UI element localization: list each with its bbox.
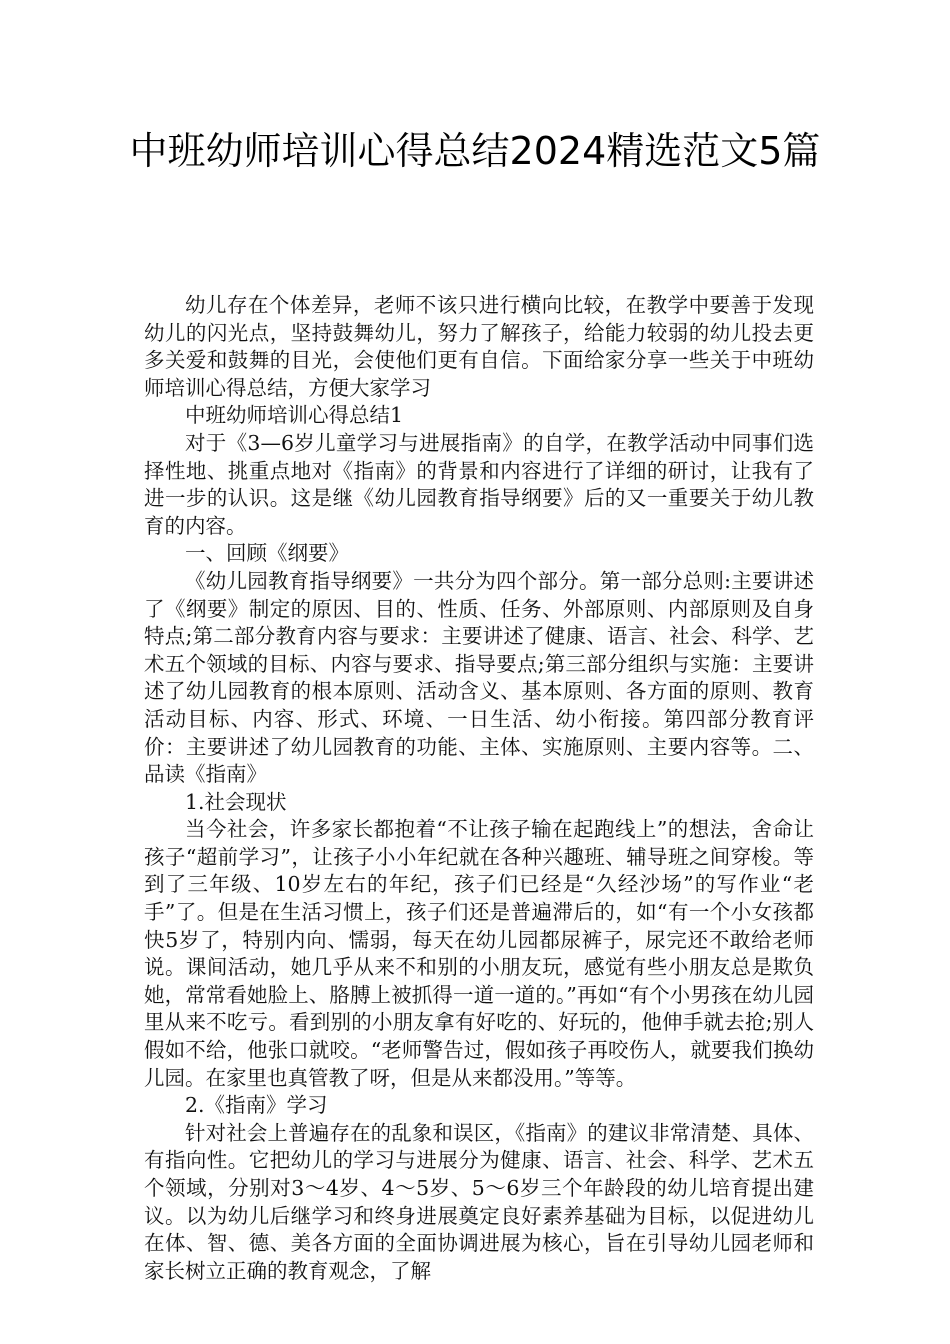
body-paragraph: 《幼儿园教育指导纲要》一共分为四个部分。第一部分总则:主要讲述了《纲要》制定的原因、目的、性质、任务、外部原则、内部原则及自身特点;第二部分教育内容与要求：主要讲述了健康、语言、社会、科学、艺术五个领域的目标、内容与要求、指导要点;第三部分组织与实施：主要讲述了幼儿园教育的根本原则、活动含义、基本原则、各方面的原则、教育活动目标、内容、形式、环境、一日生活、幼小衔接。第四部分教育评价：主要讲述了幼儿园教育的功能、主体、实施原则、主要内容等。二、品读《指南》	[144, 568, 814, 787]
document-title: 中班幼师培训心得总结2024精选范文5篇	[129, 129, 821, 173]
body-paragraph: 针对社会上普遍存在的乱象和误区，《指南》的建议非常清楚、具体、有指向性。它把幼儿的学习与进展分为健康、语言、社会、科学、艺术五个领域，分别对3～4岁、4～5岁、5～6岁三个年龄段的幼儿培育提出建议。以为幼儿后继学习和终身进展奠定良好素养基础为目标，以促进幼儿在体、智、德、美各方面的全面协调进展为核心，旨在引导幼儿园老师和家长树立正确的教育观念，了解	[144, 1120, 814, 1283]
document-body	[144, 292, 814, 1285]
subsection-heading: 一、回顾《纲要》	[185, 541, 349, 566]
body-paragraph: 当今社会，许多家长都抱着“不让孩子输在起跑线上”的想法，舍命让孩子“超前学习”，让孩子小小年纪就在各种兴趣班、辅导班之间穿梭。等到了三年级、10岁左右的年纪，孩子们已经是“久经沙场”的写作业“老手”了。但是在生活习惯上，孩子们还是普遍滞后的，如“有一个小女孩都快5岁了，特别内向、懦弱，每天在幼儿园都尿裤子，尿完还不敢给老师说。课间活动，她几乎从来不和别的小朋友玩，感觉有些小朋友总是欺负她，常常看她脸上、胳膊上被抓得一道一道的。”再如“有个小男孩在幼儿园里从来不吃亏。看到别的小朋友拿有好吃的、好玩的，他伸手就去抢;别人假如不给，他张口就咬。“老师警告过，假如孩子再咬伤人，就要我们换幼儿园。在家里也真管教了呀，但是从来都没用。”等等。	[144, 817, 814, 1090]
section-heading: 中班幼师培训心得总结1	[185, 403, 404, 428]
subsection-heading: 2.《指南》学习	[185, 1093, 328, 1118]
body-paragraph: 对于《3—6岁儿童学习与进展指南》的自学，在教学活动中同事们选择性地、挑重点地对《指南》的背景和内容进行了详细的研讨，让我有了进一步的认识。这是继《幼儿园教育指导纲要》后的又一重要关于幼儿教育的内容。	[144, 430, 814, 538]
subsection-heading: 1.社会现状	[185, 789, 287, 814]
intro-paragraph: 幼儿存在个体差异，老师不该只进行横向比较，在教学中要善于发现幼儿的闪光点，坚持鼓舞幼儿，努力了解孩子，给能力较弱的幼儿投去更多关爱和鼓舞的目光，会使他们更有自信。下面给家分享一些关于中班幼师培训心得总结，方便大家学习	[144, 293, 814, 400]
